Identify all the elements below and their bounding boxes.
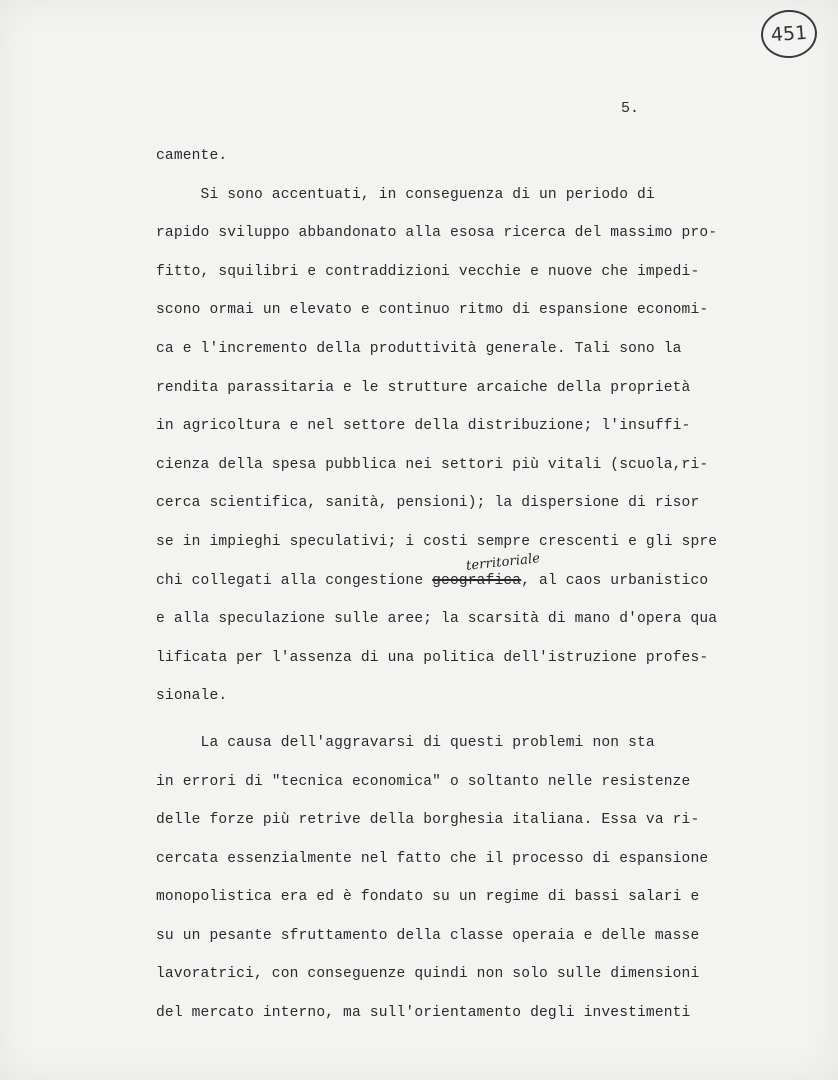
text-line: ca e l'incremento della produttività generale. Tali sono la [156,340,682,357]
text-line: Si sono accentuati, in conseguenza di un periodo di [156,186,655,203]
text-line-with-correction [156,550,796,606]
text-line: del mercato interno, ma sull'orientamento degli investimenti [156,1005,691,1022]
text-line: cerca scientifica, sanità, pensioni); la dispersione di risor [156,495,700,512]
text-line: fitto, squilibri e contraddizioni vecchie e nuove che impedi- [156,263,700,280]
line-text-after: , al caos urbanistico [521,572,709,589]
text-line: e alla speculazione sulle aree; la scarsità di mano d'opera qua [156,611,718,628]
page-number: 5. [621,100,640,117]
text-line: delle forze più retrive della borghesia italiana. Essa va ri- [156,812,700,829]
handwritten-insertion: territoriale [465,550,541,574]
text-line: La causa dell'aggravarsi di questi problemi non sta [156,734,655,751]
text-line: rapido sviluppo abbandonato alla esosa ricerca del massimo pro- [156,225,718,242]
line-text-before: chi collegati alla congestione [156,572,433,589]
text-line: camente. [156,148,228,164]
text-line: se in impieghi speculativi; i costi sempre crescenti e gli spre [156,533,718,550]
text-line: sionale. [156,688,228,705]
text-line: rendita parassitaria e le strutture arcaiche della proprietà [156,379,691,396]
text-line: in errori di "tecnica economica" o soltanto nelle resistenze [156,773,691,790]
struck-word: geografica [432,572,522,589]
text-line: in agricoltura e nel settore della distribuzione; l'insuffi- [156,418,691,435]
archive-number-stamp [759,8,818,60]
text-line: lavoratrici, con conseguenze quindi non solo sulle dimensioni [156,966,700,983]
stamp-number: 451 [770,21,808,47]
text-line: su un pesante sfruttamento della classe operaia e delle masse [156,927,700,944]
text-line: monopolistica era ed è fondato su un regime di bassi salari e [156,889,700,906]
text-line: lificata per l'assenza di una politica dell'istruzione profes- [156,649,709,666]
paragraph-gap [156,721,796,729]
text-line: cienza della spesa pubblica nei settori più vitali (scuola,ri- [156,456,709,473]
text-line: scono ormai un elevato e continuo ritmo di espansione economi- [156,302,709,319]
typed-text-body [156,142,796,1038]
text-line: cercata essenzialmente nel fatto che il processo di espansione [156,850,709,867]
